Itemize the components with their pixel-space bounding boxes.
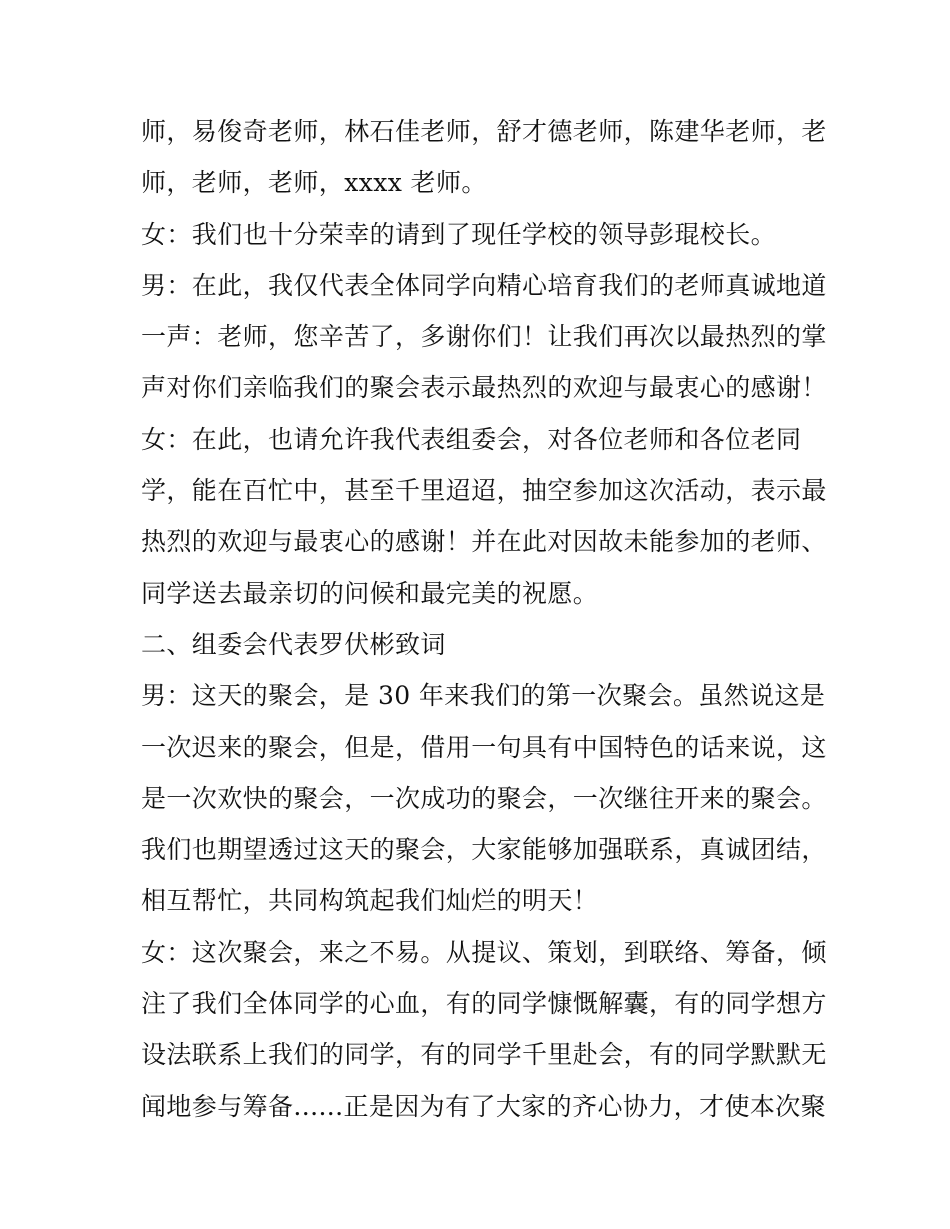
text-line-2: 师，老师，老师，xxxx 老师。 (141, 168, 487, 198)
text-line-9: 热烈的欢迎与最衷心的感谢！并在此对因故未能参加的老师、 (141, 527, 827, 557)
text-line-19: 设法联系上我们的同学，有的同学千里赴会，有的同学默默无 (141, 1040, 827, 1070)
document-body (141, 106, 827, 1132)
text-line-7: 女：在此，也请允许我代表组委会，对各位老师和各位老同 (141, 424, 802, 454)
text-line-14: 是一次欢快的聚会，一次成功的聚会，一次继往开来的聚会。 (141, 783, 827, 813)
text-line-8: 学，能在百忙中，甚至千里迢迢，抽空参加这次活动，表示最 (141, 476, 827, 506)
text-line-10: 同学送去最亲切的问候和最完美的祝愿。 (141, 578, 599, 608)
text-line-5: 一声：老师，您辛苦了，多谢你们！让我们再次以最热烈的掌 (141, 322, 827, 352)
text-line-18: 注了我们全体同学的心血，有的同学慷慨解囊，有的同学想方 (141, 989, 827, 1019)
text-line-1: 师，易俊奇老师，林石佳老师，舒才德老师，陈建华老师，老 (141, 117, 827, 146)
text-line-15: 我们也期望透过这天的聚会，大家能够加强联系，真诚团结， (141, 835, 827, 865)
text-line-17: 女：这次聚会，来之不易。从提议、策划，到联络、筹备，倾 (141, 937, 827, 967)
text-line-4: 男：在此，我仅代表全体同学向精心培育我们的老师真诚地道 (141, 270, 827, 300)
text-line-20: 闻地参与筹备......正是因为有了大家的齐心协力，才使本次聚 (141, 1091, 827, 1121)
text-line-3: 女：我们也十分荣幸的请到了现任学校的领导彭琨校长。 (141, 219, 777, 249)
text-line-13: 一次迟来的聚会，但是，借用一句具有中国特色的话来说，这 (141, 732, 827, 762)
text-line-6: 声对你们亲临我们的聚会表示最热烈的欢迎与最衷心的感谢！ (141, 373, 827, 403)
section-heading: 二、组委会代表罗伏彬致词 (141, 629, 446, 659)
text-line-16: 相互帮忙，共同构筑起我们灿烂的明天！ (141, 886, 599, 916)
text-line-12: 男：这天的聚会，是 30 年来我们的第一次聚会。虽然说这是 (141, 681, 826, 711)
